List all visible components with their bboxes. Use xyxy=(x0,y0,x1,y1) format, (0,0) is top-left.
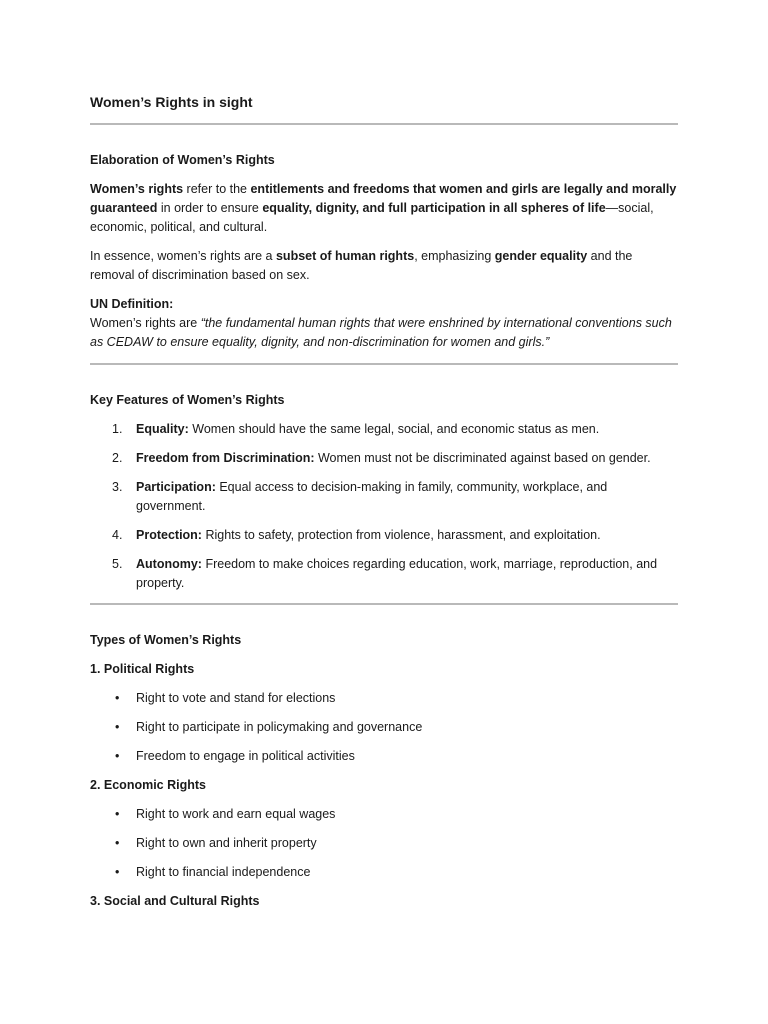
list-item xyxy=(90,834,678,853)
features-list xyxy=(90,420,678,593)
social-rights-heading: 3. Social and Cultural Rights xyxy=(90,894,260,908)
feature-term: Autonomy: xyxy=(136,557,202,571)
list-item xyxy=(90,863,678,882)
text-span: —social, economic, political, and cultural. xyxy=(90,201,654,234)
feature-text: Freedom to make choices regarding education, work, marriage, reproduction, and property. xyxy=(136,557,658,590)
list-item-text: Right to own and inherit property xyxy=(136,836,317,850)
document-title: Women’s Rights in sight xyxy=(90,94,253,110)
divider xyxy=(90,603,678,605)
political-rights-list xyxy=(90,689,678,766)
types-heading: Types of Women’s Rights xyxy=(90,633,242,647)
divider xyxy=(90,363,678,365)
list-item-text: Right to vote and stand for elections xyxy=(136,691,336,705)
bold-span: subset of human rights xyxy=(275,249,415,263)
bold-span: Women’s rights xyxy=(90,182,184,196)
elaboration-paragraph-2 xyxy=(90,247,678,285)
feature-term: Equality: xyxy=(136,422,189,436)
list-item xyxy=(90,747,678,766)
list-item xyxy=(90,555,678,593)
bold-span: gender equality xyxy=(494,249,588,263)
list-item xyxy=(90,478,678,516)
bullet-icon: • xyxy=(115,749,120,763)
bullet-icon: • xyxy=(115,865,120,879)
text-span: and the removal of discrimination based on sex. xyxy=(90,249,633,282)
list-item xyxy=(90,420,678,439)
feature-term: Participation: xyxy=(136,480,216,494)
un-definition-label: UN Definition: xyxy=(90,297,174,311)
list-number: 2. xyxy=(112,451,123,465)
feature-text: Rights to safety, protection from violence, harassment, and exploitation. xyxy=(201,528,601,542)
elaboration-paragraph-1 xyxy=(90,180,678,237)
bullet-icon: • xyxy=(115,720,120,734)
list-item xyxy=(90,718,678,737)
list-item-text: Right to participate in policymaking and governance xyxy=(136,720,423,734)
list-number: 3. xyxy=(112,480,123,494)
economic-rights-list xyxy=(90,805,678,882)
list-item xyxy=(90,449,678,468)
bullet-icon: • xyxy=(115,836,120,850)
list-item-text: Right to work and earn equal wages xyxy=(136,807,336,821)
elaboration-heading: Elaboration of Women’s Rights xyxy=(90,153,275,167)
list-item-text: Freedom to engage in political activities xyxy=(136,749,355,763)
list-item xyxy=(90,689,678,708)
un-definition-text xyxy=(90,314,678,352)
list-number: 4. xyxy=(112,528,123,542)
feature-text: Equal access to decision-making in family, community, workplace, and government. xyxy=(136,480,608,513)
list-item xyxy=(90,526,678,545)
list-number: 1. xyxy=(112,422,123,436)
bold-span: equality, dignity, and full participation in all spheres of life xyxy=(262,201,606,215)
quote-span: “the fundamental human rights that were enshrined by international conventions such as CEDAW to ensure equality, dignity, and non-discrimination for women and girls.” xyxy=(90,316,672,349)
list-item-text: Right to financial independence xyxy=(136,865,311,879)
text-span: in order to ensure xyxy=(157,201,263,215)
feature-term: Protection: xyxy=(136,528,202,542)
text-span: In essence, women’s rights are a xyxy=(90,249,276,263)
feature-text: Women must not be discriminated against based on gender. xyxy=(314,451,651,465)
bold-span: entitlements and freedoms that women and girls are legally and morally guaranteed xyxy=(90,182,677,215)
features-heading: Key Features of Women’s Rights xyxy=(90,393,285,407)
text-span: Women’s rights are xyxy=(90,316,201,330)
feature-term: Freedom from Discrimination: xyxy=(136,451,315,465)
text-span: refer to the xyxy=(183,182,251,196)
bullet-icon: • xyxy=(115,691,120,705)
document-body xyxy=(90,92,678,911)
political-rights-heading: 1. Political Rights xyxy=(90,662,195,676)
list-item xyxy=(90,805,678,824)
economic-rights-heading: 2. Economic Rights xyxy=(90,778,206,792)
divider xyxy=(90,123,678,125)
list-number: 5. xyxy=(112,557,123,571)
text-span: , emphasizing xyxy=(414,249,495,263)
bullet-icon: • xyxy=(115,807,120,821)
feature-text: Women should have the same legal, social, and economic status as men. xyxy=(188,422,600,436)
